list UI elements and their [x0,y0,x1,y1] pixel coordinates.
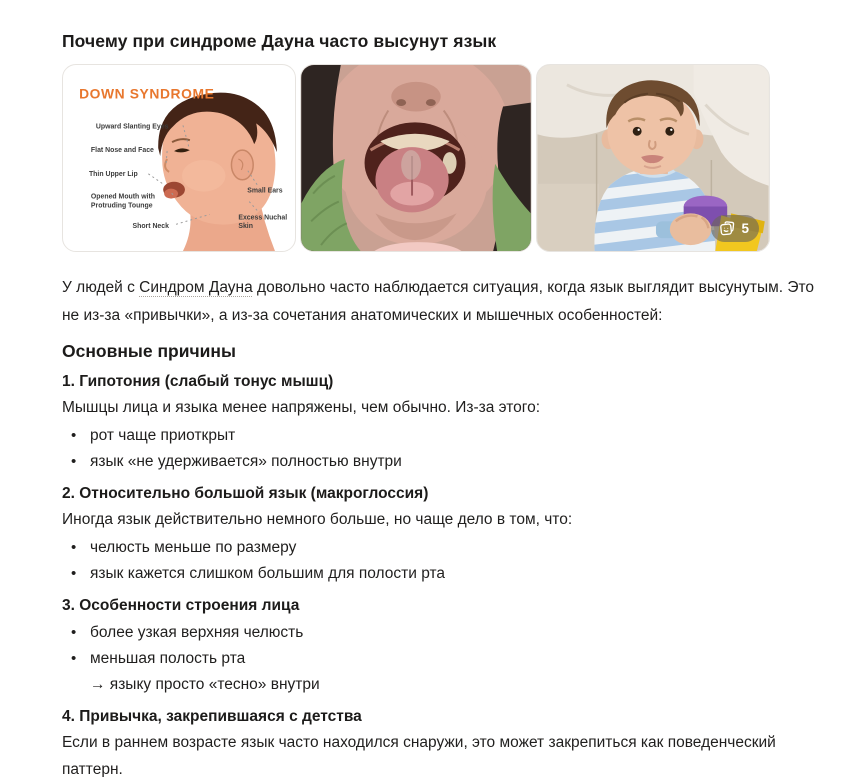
images-count-badge[interactable] [711,215,759,242]
section-1-lead: Мышцы лица и языка менее напряжены, чем обычно. Из-за этого: [62,399,541,416]
intro-text-after: довольно часто наблюдается ситуация, когда язык выглядит высунутым. Это не из-за «привычки», а из-за сочетания анатомических и мышечных особенностей: [62,279,815,324]
diagram-label-ears: Small Ears [247,187,283,195]
images-count-label: 5 [741,221,749,236]
section-facial-structure [62,594,817,698]
section-hypotonia [62,370,817,475]
diagram-label-nuchal-2: Skin [238,223,253,231]
section-2-heading: 2. Относительно большой язык (макроглоссия) [62,485,429,502]
diagram-label-mouth-2: Protruding Tounge [90,202,153,210]
list-item: • рот чаще приоткрыт [62,423,817,449]
section-1-bullets [62,423,817,475]
section-habit [62,705,817,777]
list-item: • меньшая полость рта [62,646,817,672]
down-syndrome-diagram-illustration [63,65,295,251]
image-card-diagram[interactable] [62,64,296,252]
tongue-photo-illustration [301,65,531,251]
list-item: • более узкая верхняя челюсть [62,620,817,646]
section-4-heading: 4. Привычка, закрепившаяся с детства [62,708,362,725]
diagram-label-eyes: Upward Slanting Eyes [95,123,169,131]
intro-text-before: У людей с [62,279,140,296]
section-2-bullets [62,535,817,587]
list-item: • челюсть меньше по размеру [62,535,817,561]
image-card-tongue-photo[interactable] [300,64,532,252]
page-title: Почему при синдроме Дауна часто высунут язык [62,31,497,51]
diagram-label-mouth-1: Opened Mouth with [90,193,156,201]
section-3-note: → языку просто «тесно» внутри [90,676,320,693]
list-item: • язык кажется слишком большим для полости рта [62,561,817,587]
section-1-heading: 1. Гипотония (слабый тонус мышц) [62,373,334,390]
image-card-child-photo[interactable] [536,64,770,252]
images-stack-icon [719,220,736,237]
diagram-label-lip: Thin Upper Lip [88,170,138,178]
down-syndrome-link[interactable]: Синдром Дауна [139,279,253,296]
image-gallery [62,64,766,252]
section-2-lead: Иногда язык действительно немного больше, но чаще дело в том, что: [62,511,573,528]
section-macroglossia [62,482,817,587]
diagram-label-nose: Flat Nose and Face [90,147,154,155]
section-4-lead: Если в раннем возрасте язык часто находился снаружи, это может закрепиться как поведенческий паттерн. [62,734,776,777]
intro-paragraph [62,274,817,330]
list-item: • язык «не удерживается» полностью внутри [62,449,817,475]
section-3-heading: 3. Особенности строения лица [62,597,300,614]
diagram-title: DOWN SYNDROME [79,85,215,102]
section-3-bullets [62,620,817,672]
diagram-label-neck: Short Neck [132,223,169,231]
diagram-label-nuchal-1: Excess Nuchal [238,214,288,222]
causes-heading: Основные причины [62,341,236,361]
